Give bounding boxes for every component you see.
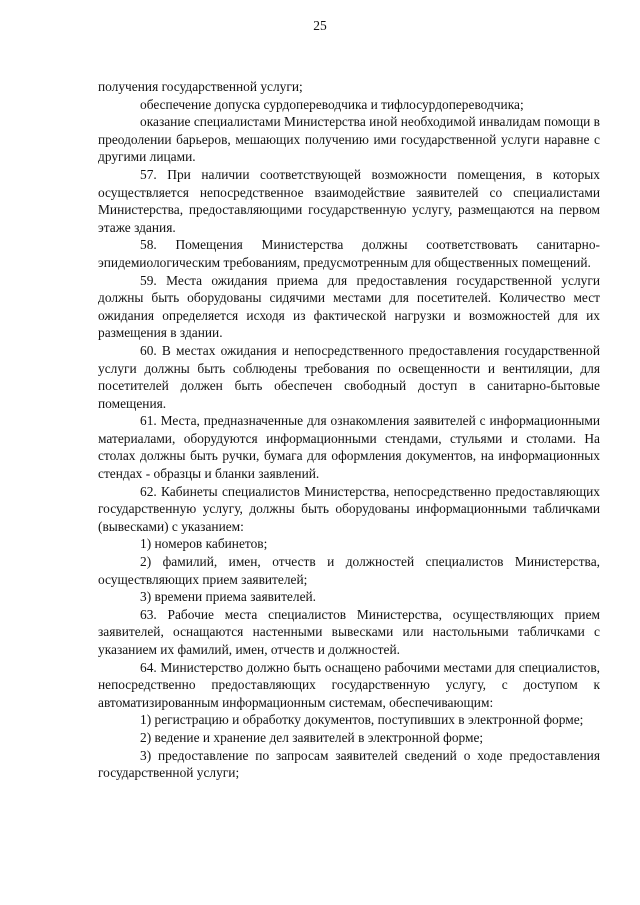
paragraph: 2) ведение и хранение дел заявителей в электронной форме; bbox=[140, 729, 484, 745]
page-number: 25 bbox=[313, 18, 327, 33]
paragraph: 58. Помещения Министерства должны соответствовать санитарно-эпидемиологическим требованиям, предусмотренным для общественных помещений. bbox=[98, 237, 600, 270]
paragraph: 2) фамилий, имен, отчеств и должностей специалистов Министерства, осуществляющих прием заявителей; bbox=[98, 554, 600, 587]
document-body bbox=[98, 78, 600, 782]
paragraph: 3) предоставление по запросам заявителей сведений о ходе предоставления государственной услуги; bbox=[98, 747, 600, 781]
paragraph: 59. Места ожидания приема для предоставления государственной услуги должны быть оборудованы сидячими местами для посетителей. Количество мест ожидания определяется исходя из фактической нагрузки и возможностей для их размещения в здании. bbox=[98, 272, 600, 341]
paragraph: обеспечение допуска сурдопереводчика и тифлосурдопереводчика; bbox=[140, 96, 524, 112]
paragraph: 57. При наличии соответствующей возможности помещения, в которых осуществляется непосредственное взаимодействие заявителей со специалистами Министерства, предоставляющими государственную услугу, размещаются на первом этаже здания. bbox=[98, 166, 600, 235]
paragraph: 1) регистрацию и обработку документов, поступивших в электронной форме; bbox=[140, 712, 584, 728]
paragraph: 62. Кабинеты специалистов Министерства, непосредственно предоставляющих государственную услугу, должны быть оборудованы информационными табличками (вывесками) с указанием: bbox=[98, 483, 600, 534]
paragraph: 63. Рабочие места специалистов Министерства, осуществляющих прием заявителей, оснащаются настенными вывесками или настольными табличками с указанием их фамилий, имен, отчеств и должностей. bbox=[98, 606, 600, 657]
paragraph: 64. Министерство должно быть оснащено рабочими местами для специалистов, непосредственно предоставляющих государственную услугу, с доступом к автоматизированным информационным системам, обеспечивающим: bbox=[98, 659, 600, 710]
paragraph: оказание специалистами Министерства иной необходимой инвалидам помощи в преодолении барьеров, мешающих получению ими государственной услуги наравне с другими лицами. bbox=[98, 114, 600, 165]
paragraph: 60. В местах ожидания и непосредственного предоставления государственной услуги должны быть соблюдены требования по освещенности и вентиляции, для посетителей должен быть обеспечен свободный доступ в санитарно-бытовые помещения. bbox=[98, 342, 600, 411]
paragraph: 1) номеров кабинетов; bbox=[140, 536, 268, 552]
paragraph: 3) времени приема заявителей. bbox=[140, 589, 317, 605]
paragraph: 61. Места, предназначенные для ознакомления заявителей с информационными материалами, оборудуются информационными стендами, стульями и столами. На столах должны быть ручки, бумага для оформления документов, на информационных стендах - образцы и бланки заявлений. bbox=[98, 413, 600, 482]
paragraph: получения государственной услуги; bbox=[98, 79, 303, 94]
